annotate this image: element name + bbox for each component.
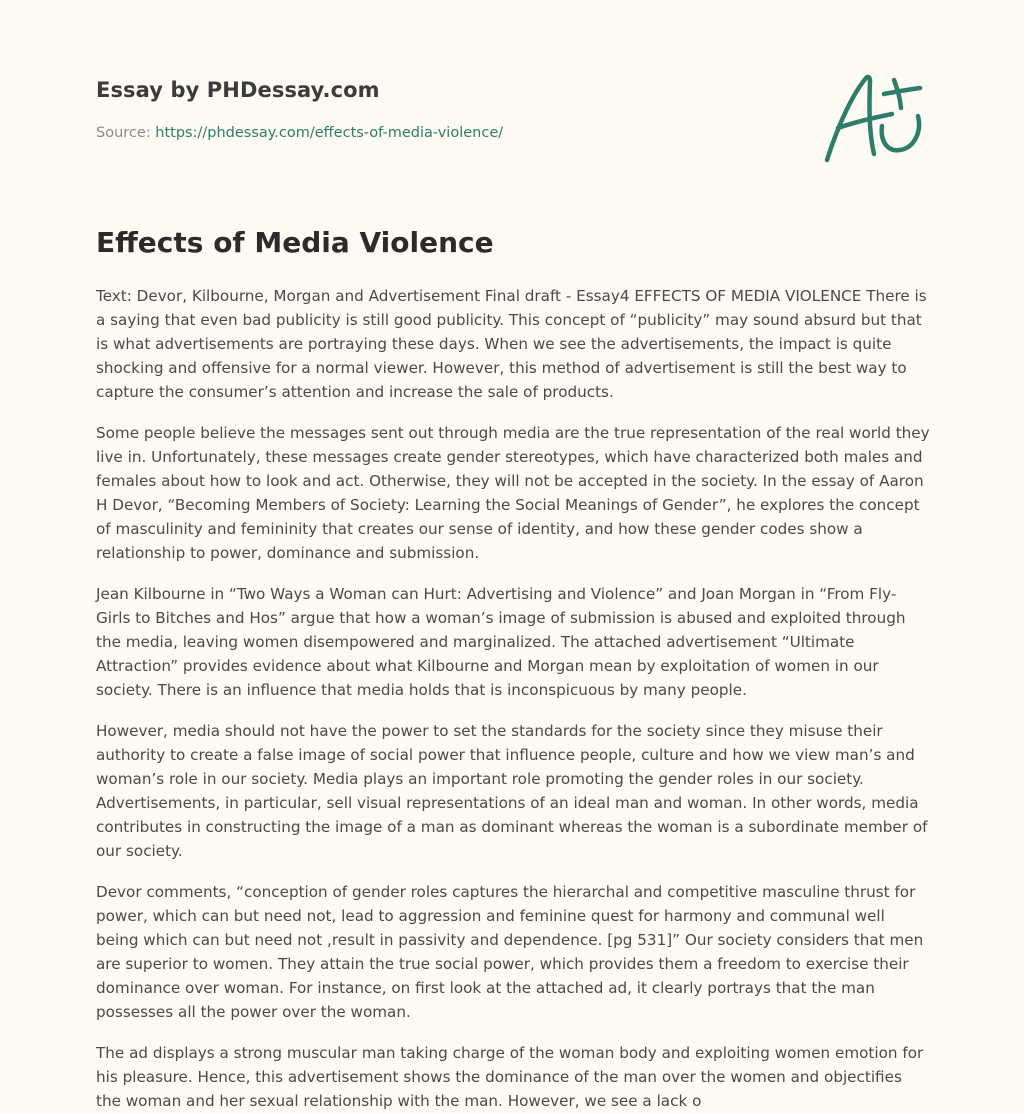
essay-paragraph: Text: Devor, Kilbourne, Morgan and Advertisement Final draft - Essay4 EFFECTS OF MEDIA VIOLENCE There is a saying that even bad publicity is still good publicity. This concept of “publicity” may sound absurd but that is what advertisements are portraying these days. When we see the advertisements, the impact is quite shocking and offensive for a normal viewer. However, this method of advertisement is still the best way to capture the consumer’s attention and increase the sale of products. bbox=[96, 287, 927, 401]
essay-title: Effects of Media Violence bbox=[96, 226, 494, 259]
site-title: Essay by PHDessay.com bbox=[96, 78, 380, 102]
source-link[interactable]: https://phdessay.com/effects-of-media-violence/ bbox=[155, 125, 504, 141]
page-header bbox=[96, 74, 928, 194]
essay-body bbox=[96, 284, 930, 1110]
essay-paragraph: Devor comments, “conception of gender roles captures the hierarchal and competitive masculine thrust for power, which can but need not, lead to aggression and feminine quest for harmony and communal well being which can but need not ,result in passivity and dependence. [pg 531]” Our society considers that men are superior to women. They attain the true social power, which provides them a freedom to exercise their dominance over woman. For instance, on first look at the attached ad, it clearly portrays that the man possesses all the power over the woman. bbox=[96, 883, 924, 1021]
essay-paragraph: However, media should not have the power to set the standards for the society since they misuse their authority to create a false image of social power that influence people, culture and how we view man’s and woman’s role in our society. Media plays an important role promoting the gender roles in our society. Advertisements, in particular, sell visual representations of an ideal man and woman. In other words, media contributes in constructing the image of a man as dominant whereas the woman is a subordinate member of our society. bbox=[96, 722, 928, 860]
source-line bbox=[96, 125, 503, 141]
source-label: Source: bbox=[96, 125, 156, 141]
a-plus-logo-icon bbox=[822, 68, 928, 168]
essay-paragraph: Some people believe the messages sent out through media are the true representation of the real world they live in. Unfortunately, these messages create gender stereotypes, which have characterized both males and females about how to look and act. Otherwise, they will not be accepted in the society. In the essay of Aaron H Devor, “Becoming Members of Society: Learning the Social Meanings of Gender”, he explores the concept of masculinity and femininity that creates our sense of identity, and how these gender codes show a relationship to power, dominance and submission. bbox=[96, 424, 930, 562]
essay-paragraph: The ad displays a strong muscular man taking charge of the woman body and exploiting women emotion for his pleasure. Hence, this advertisement shows the dominance of the man over the women and objectifies the woman and her sexual relationship with the man. However, we see a lack o bbox=[96, 1044, 924, 1110]
essay-paragraph: Jean Kilbourne in “Two Ways a Woman can Hurt: Advertising and Violence” and Joan Morgan in “From Fly-Girls to Bitches and Hos” argue that how a woman’s image of submission is abused and exploited through the media, leaving women disempowered and marginalized. The attached advertisement “Ultimate Attraction” provides evidence about what Kilbourne and Morgan mean by exploitation of women in our society. There is an influence that media holds that is inconspicuous by many people. bbox=[96, 585, 906, 699]
